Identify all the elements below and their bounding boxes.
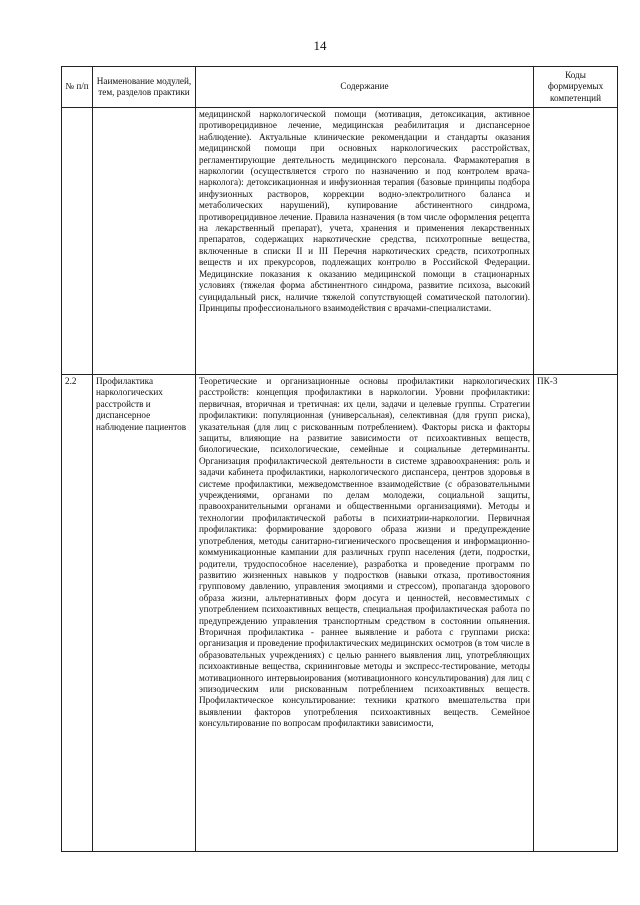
row-module-name: Профилактика наркологических расстройств и диспансерное наблюдение пациентов	[93, 375, 196, 852]
curriculum-table	[61, 66, 618, 852]
header-module-name: Наименование модулей, тем, разделов практики	[93, 67, 196, 108]
page-number: 14	[313, 38, 327, 53]
table-header-row	[62, 67, 618, 108]
table-row	[62, 108, 618, 375]
header-number: № п/п	[62, 67, 93, 108]
header-content: Содержание	[196, 67, 534, 108]
row-competency-codes: ПК-3	[534, 375, 618, 852]
row-content: Теоретические и организационные основы профилактики наркологических расстройств: концепция профилактики в наркологии. Уровни профилактики: первичная, вторичная и третичная: их цели, задачи и целевые группы. Стратегии профилактики: популяционная (универсальная), селективная (для групп риска), указательная (для лиц с рискованным потреблением). Факторы риска и факторы защиты, влияющие на развитие зависимости от психоактивных веществ, биологические, психологические, семейные и социальные детерминанты. Организация профилактической деятельности в системе здравоохранения: роль и задачи кабинета профилактики, наркологического диспансера, центров здоровья в системе профилактики, межведомственное взаимодействие (с образовательными учреждениями, органами по делам молодежи, социальной защиты, правоохранительными органами и общественными организациями). Методы и технологии профилактической работы в психиатрии-наркологии. Первичная профилактика: формирование здорового образа жизни и предупреждение употребления, методы санитарно-гигиенического просвещения и информационно-коммуникационные кампании для различных групп населения (дети, подростки, родители, трудоспособное население), разработка и проведение программ по развитию жизненных навыков у подростков (навыки отказа, противостояния групповому давлению, управления эмоциями и стрессом), пропаганда здорового образа жизни, альтернативных форм досуга и ценностей, несовместимых с употреблением психоактивных веществ, специальная профилактическая работа по предупреждению управления транспортным средством в состоянии опьянения. Вторичная профилактика - раннее выявление и работа с группами риска: организация и проведение профилактических медицинских осмотров (в том числе в образовательных учреждениях) с целью раннего выявления лиц, употребляющих психоактивные вещества, скрининговые методы и экспресс-тестирование, методы мотивационного интервьюирования (мотивационного консультирования) для лиц с эпизодическим или рискованным потреблением психоактивных веществ. Профилактическое консультирование: техники краткого вмешательства при выявлении факторов употребления психоактивных веществ. Семейное консультирование по вопросам профилактики зависимости,	[196, 375, 534, 852]
header-competency-codes: Коды формируемых компетенций	[534, 67, 618, 108]
row-number: 2.2	[62, 375, 93, 852]
table-row	[62, 375, 618, 852]
row-content: медицинской наркологической помощи (мотивация, детоксикация, активное противорецидивное лечение, медицинская реабилитация и диспансерное наблюдение). Актуальные клинические рекомендации и стандарты оказания медицинской помощи при основных наркологических расстройствах, регламентирующие деятельность медицинского персонала. Фармакотерапия в наркологии (осуществляется строго по назначению и под контролем врача-нарколога): детоксикационная и инфузионная терапия (базовые принципы подбора инфузионных растворов, коррекции водно-электролитного баланса и метаболических нарушений), купирование абстинентного синдрома, противорецидивное лечение. Правила назначения (в том числе оформления рецепта на лекарственный препарат), учета, хранения и применения лекарственных препаратов, содержащих наркотические средства, психотропные вещества, включенные в списки II и III Перечня наркотических средств, психотропных веществ и их прекурсоров, подлежащих контролю в Российской Федерации. Медицинские показания к оказанию медицинской помощи в стационарных условиях (тяжелая форма абстинентного синдрома, развитие психоза, высокий суицидальный риск, наличие тяжелой сопутствующей соматической патологии). Принципы профессионального взаимодействия с врачами-специалистами.	[196, 108, 534, 375]
row-competency-codes	[534, 108, 618, 375]
row-number	[62, 108, 93, 375]
row-module-name	[93, 108, 196, 375]
